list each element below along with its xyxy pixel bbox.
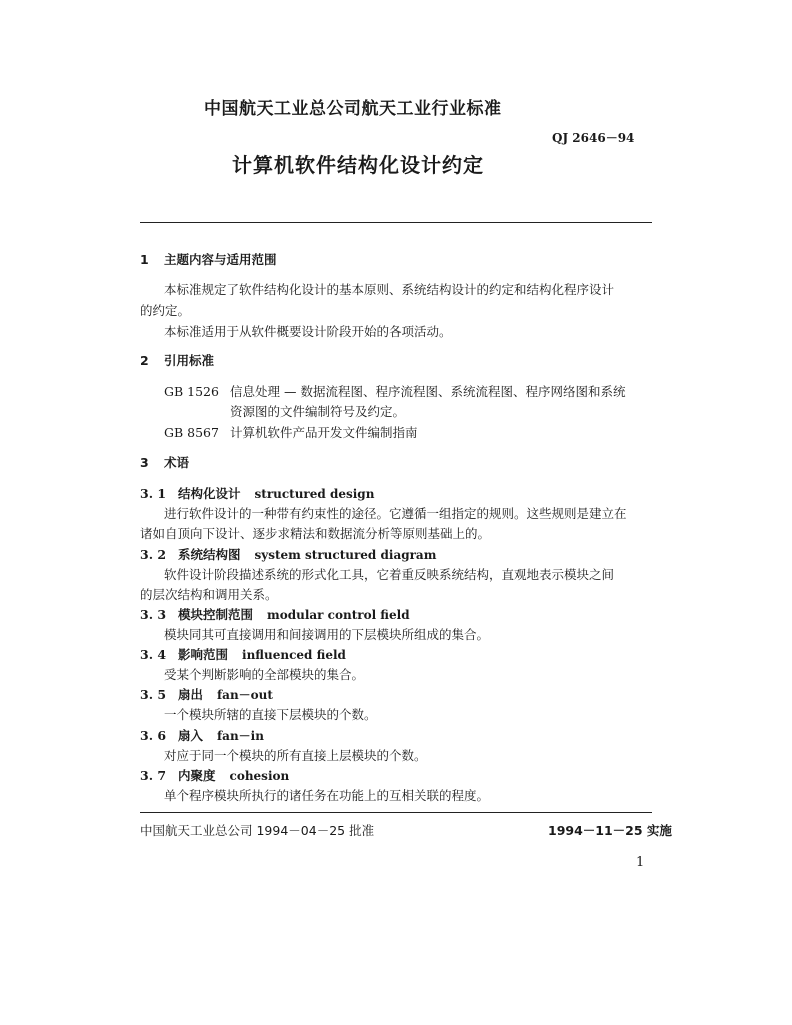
term-heading: 3. 6 扇入 fan－in [140, 728, 264, 743]
standard-code: QJ 2646－94 [552, 131, 635, 145]
reference-item-continuation: 资源图的文件编制符号及约定。 [230, 404, 406, 419]
section-1-para-2: 本标准适用于从软件概要设计阶段开始的各项活动。 [164, 324, 452, 339]
header-rule [140, 222, 652, 223]
section-3-heading: 3 术语 [140, 455, 190, 470]
section-1-para-1-line-1: 本标准规定了软件结构化设计的基本原则、系统结构设计的约定和结构化程序设计 [164, 282, 615, 297]
term-definition: 一个模块所辖的直接下层模块的个数。 [164, 707, 377, 722]
term-definition: 模块同其可直接调用和间接调用的下层模块所组成的集合。 [164, 627, 490, 642]
term-heading: 3. 3 模块控制范围 modular control field [140, 607, 410, 622]
reference-code: GB 1526 [164, 384, 219, 399]
term-definition: 对应于同一个模块的所有直接上层模块的个数。 [164, 748, 427, 763]
term-definition-continuation: 的层次结构和调用关系。 [140, 587, 278, 602]
issuing-organization: 中国航天工业总公司航天工业行业标准 [204, 99, 502, 119]
reference-item: GB 8567 计算机软件产品开发文件编制指南 [164, 425, 418, 440]
reference-item: GB 1526 信息处理 — 数据流程图、程序流程图、系统流程图、程序网络图和系统 [164, 384, 626, 399]
term-heading: 3. 2 系统结构图 system structured diagram [140, 547, 437, 562]
term-definition: 受某个判断影响的全部模块的集合。 [164, 667, 365, 682]
approval-date: 中国航天工业总公司 1994－04－25 批准 [140, 823, 375, 838]
term-definition: 进行软件设计的一种带有约束性的途径。它遵循一组指定的规则。这些规则是建立在 [164, 506, 627, 521]
term-definition: 单个程序模块所执行的诸任务在功能上的互相关联的程度。 [164, 788, 490, 803]
term-definition-continuation: 诸如自顶向下设计、逐步求精法和数据流分析等原则基础上的。 [140, 526, 491, 541]
term-heading: 3. 1 结构化设计 structured design [140, 486, 375, 501]
term-heading: 3. 5 扇出 fan－out [140, 687, 273, 702]
reference-code: GB 8567 [164, 425, 219, 440]
section-1-heading: 1 主题内容与适用范围 [140, 252, 277, 267]
page-number: 1 [636, 855, 645, 870]
section-2-heading: 2 引用标准 [140, 353, 215, 368]
term-heading: 3. 4 影响范围 influenced field [140, 647, 346, 662]
document-title: 计算机软件结构化设计约定 [232, 153, 484, 177]
term-heading: 3. 7 内聚度 cohesion [140, 768, 290, 783]
term-definition: 软件设计阶段描述系统的形式化工具，它着重反映系统结构，直观地表示模块之间 [164, 567, 615, 582]
effective-date: 1994－11－25 实施 [548, 823, 672, 838]
footer-rule [140, 812, 652, 813]
section-1-para-1-line-2: 的约定。 [140, 303, 191, 318]
